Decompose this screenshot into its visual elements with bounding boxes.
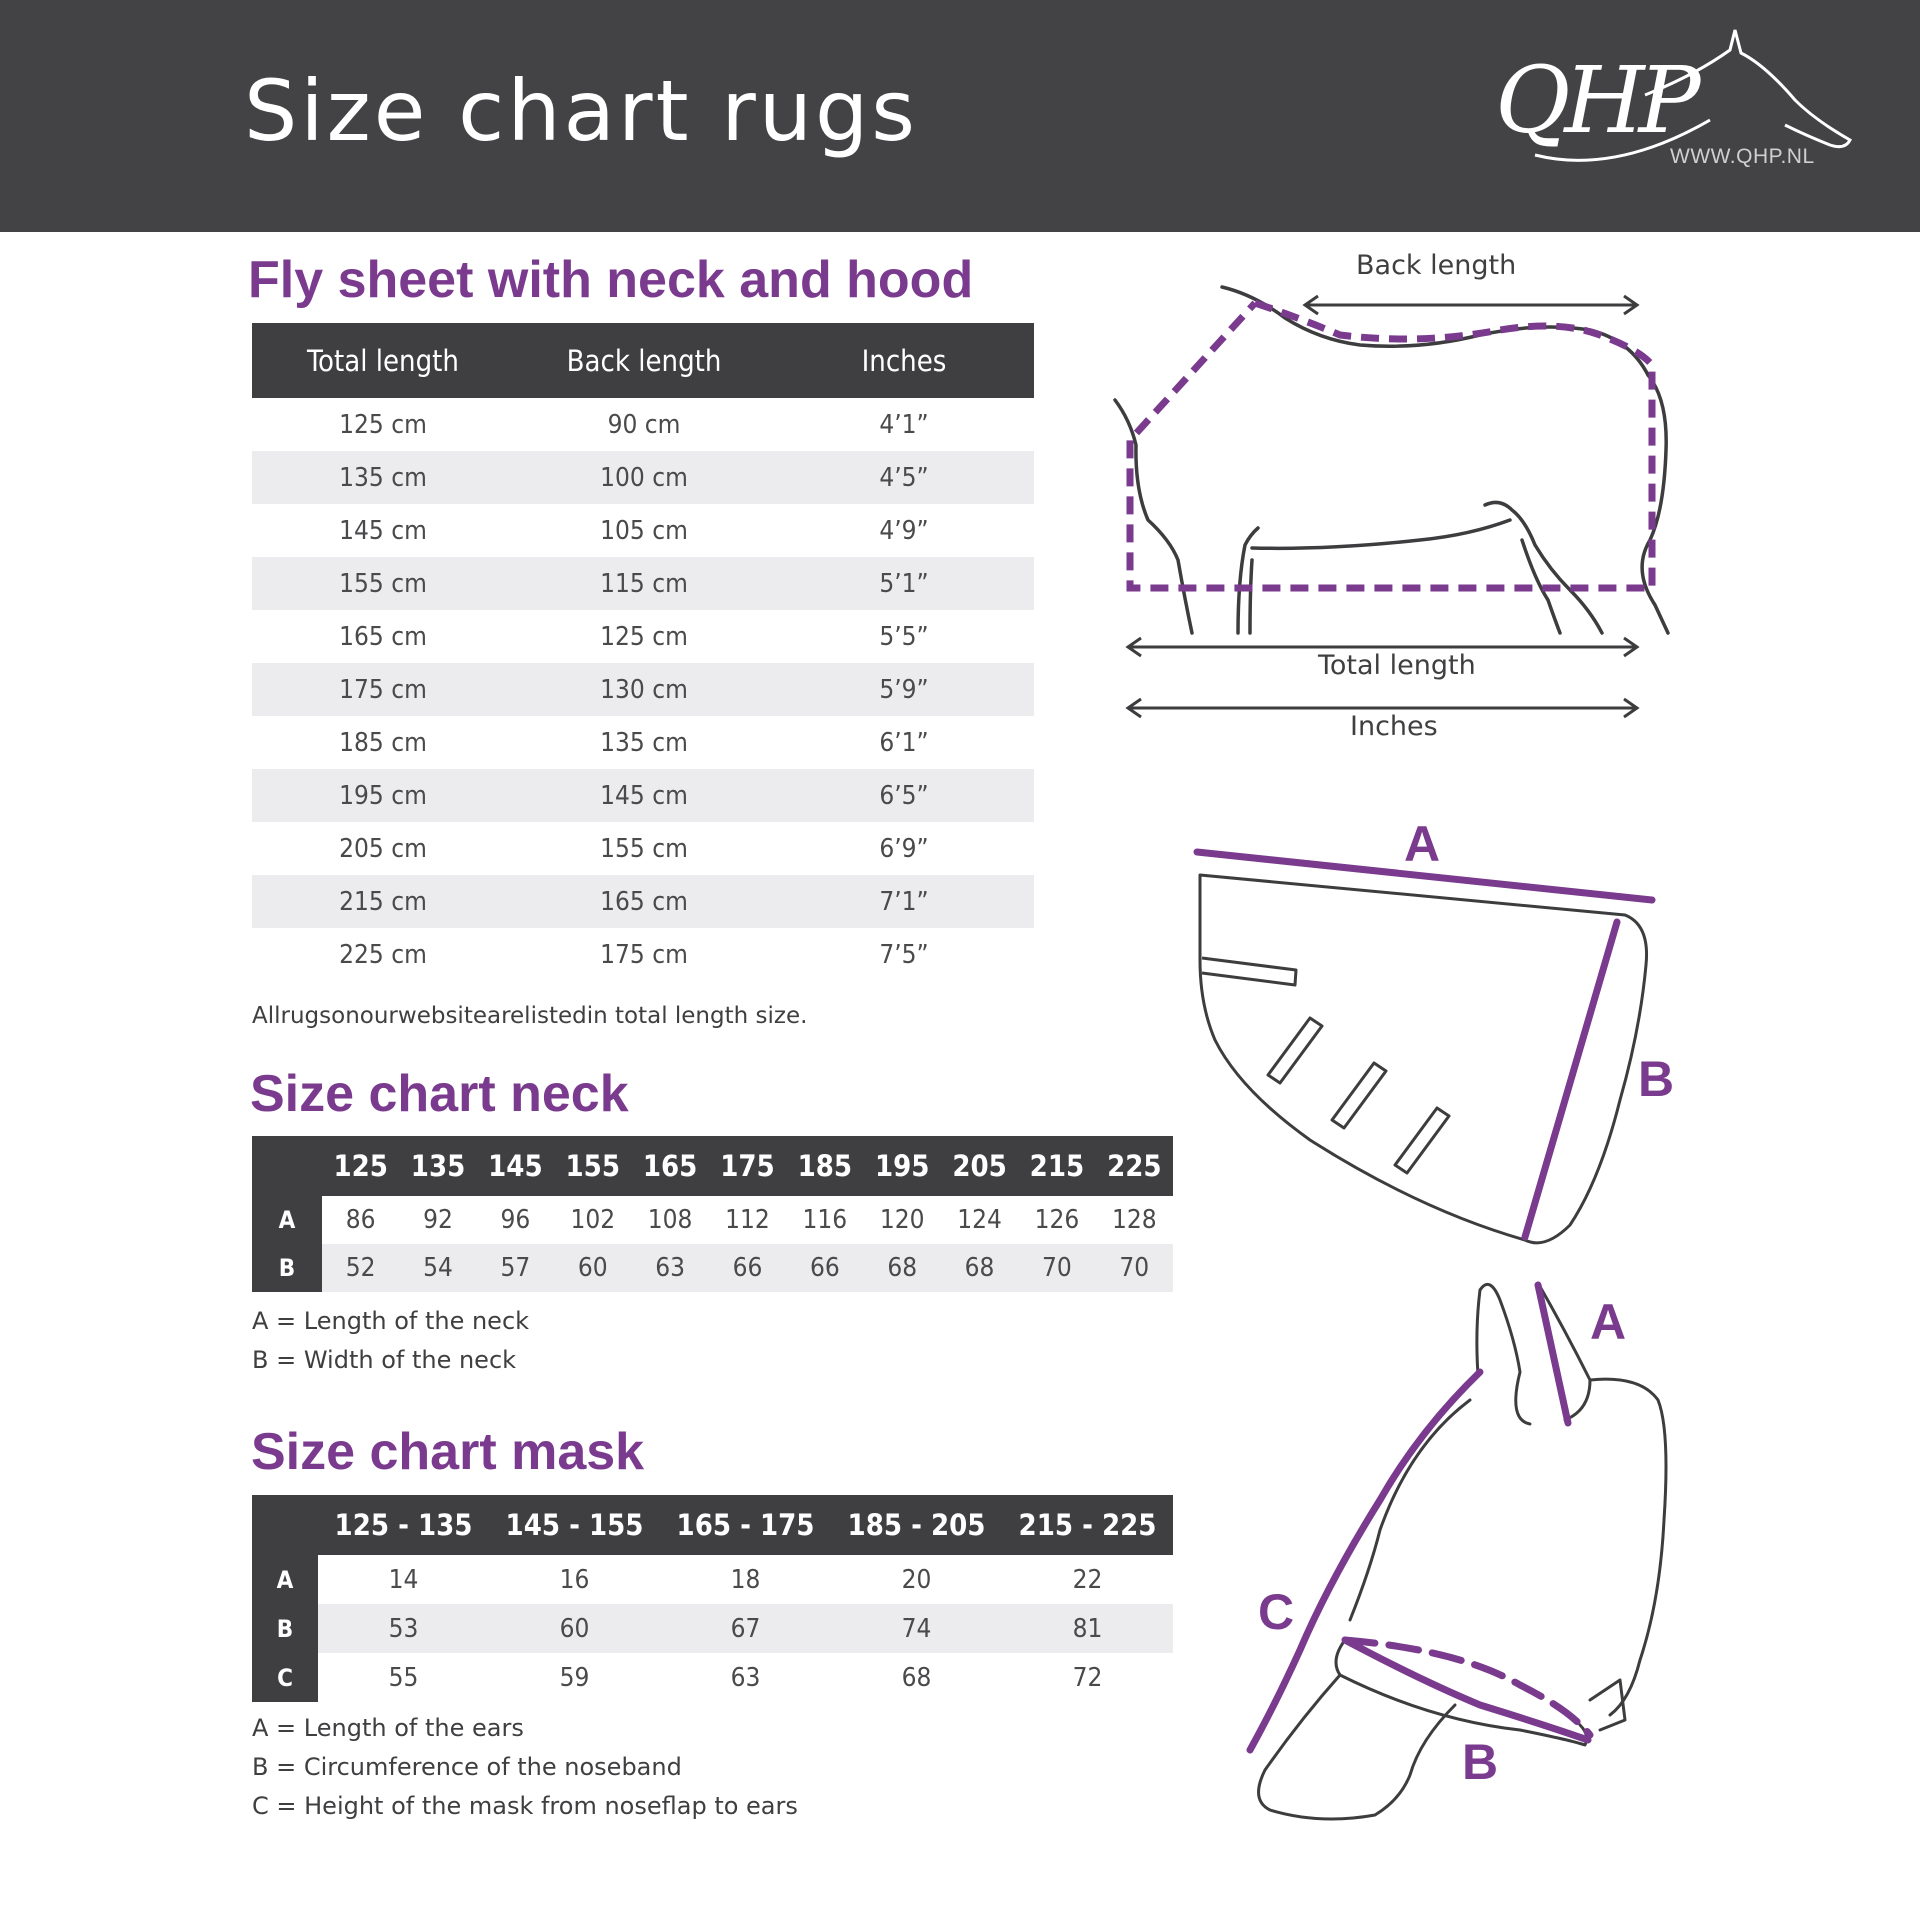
table-cell: 175 cm bbox=[252, 663, 514, 716]
table-cell: 72 bbox=[1072, 1662, 1103, 1693]
table-cell: 4’5” bbox=[774, 451, 1034, 504]
table-cell: 14 bbox=[388, 1564, 419, 1595]
table-cell: 125 cm bbox=[339, 409, 427, 440]
table-cell: 81 bbox=[1002, 1604, 1173, 1653]
mask-chart-title: Size chart mask bbox=[251, 1423, 645, 1481]
table-cell: 20 bbox=[901, 1564, 932, 1595]
table-cell: 5’1” bbox=[774, 557, 1034, 610]
fly-sheet-table bbox=[252, 323, 1034, 981]
header-bar bbox=[0, 0, 1920, 232]
table-cell: 66 bbox=[709, 1244, 786, 1292]
table-header-row bbox=[252, 1136, 1173, 1196]
table-cell: 112 bbox=[725, 1205, 770, 1235]
table-cell: 22 bbox=[1072, 1564, 1103, 1595]
table-cell: 6’5” bbox=[774, 769, 1034, 822]
table-cell: 7’1” bbox=[774, 875, 1034, 928]
neck-cover-outline bbox=[1200, 875, 1647, 1243]
table-row bbox=[252, 504, 1034, 557]
column-header: Inches bbox=[774, 323, 1034, 398]
table-row bbox=[252, 716, 1034, 769]
table-cell: 70 bbox=[1018, 1244, 1095, 1292]
neck-letter-a: A bbox=[1404, 816, 1441, 872]
column-header: 225 bbox=[1096, 1136, 1173, 1196]
table-cell: 102 bbox=[570, 1205, 616, 1235]
neck-size-table bbox=[252, 1136, 1173, 1292]
column-header: 215 - 225 bbox=[1002, 1495, 1173, 1555]
table-cell: 59 bbox=[559, 1662, 590, 1693]
table-row bbox=[252, 769, 1034, 822]
mask-measure-lines bbox=[1250, 1285, 1590, 1750]
table-cell: 215 cm bbox=[252, 875, 514, 928]
measure-arrows bbox=[1128, 296, 1637, 717]
neck-chart-title: Size chart neck bbox=[250, 1065, 629, 1123]
logo-url: WWW.QHP.NL bbox=[1670, 145, 1815, 168]
table-cell: 195 cm bbox=[252, 769, 514, 822]
mask-legend-c: C = Height of the mask from noseflap to ears bbox=[252, 1792, 798, 1820]
mask-outline bbox=[1259, 1283, 1666, 1819]
table-row bbox=[252, 1604, 1173, 1653]
table-cell: 55 bbox=[388, 1662, 419, 1693]
row-label: B bbox=[252, 1244, 322, 1292]
table-cell: 126 bbox=[1034, 1205, 1080, 1235]
row-label: C bbox=[252, 1653, 318, 1702]
table-cell: 70 bbox=[1096, 1244, 1173, 1292]
table-cell: 165 cm bbox=[339, 621, 427, 652]
table-cell: 68 bbox=[864, 1244, 941, 1292]
table-cell: 185 cm bbox=[339, 727, 427, 758]
mask-legend-a: A = Length of the ears bbox=[252, 1714, 524, 1742]
table-cell: 67 bbox=[660, 1604, 831, 1653]
inches-label: Inches bbox=[1350, 711, 1438, 742]
table-cell: 57 bbox=[477, 1244, 554, 1292]
column-header: 175 bbox=[709, 1136, 786, 1196]
mask-size-table bbox=[252, 1495, 1173, 1702]
table-cell: 100 cm bbox=[514, 451, 774, 504]
table-row bbox=[252, 451, 1034, 504]
row-label: A bbox=[252, 1555, 318, 1604]
table-cell: 52 bbox=[322, 1244, 399, 1292]
table-cell: 205 cm bbox=[339, 833, 427, 864]
table-cell: 116 bbox=[802, 1205, 848, 1235]
table-cell: 225 cm bbox=[339, 939, 427, 970]
mask-letter-b: B bbox=[1462, 1734, 1499, 1790]
table-cell: 128 bbox=[1111, 1205, 1157, 1235]
logo-text: QHP bbox=[1495, 47, 1695, 154]
neck-legend-a: A = Length of the neck bbox=[252, 1307, 530, 1335]
table-cell: 60 bbox=[554, 1244, 631, 1292]
table-cell: 4’1” bbox=[879, 409, 929, 440]
table-cell: 175 cm bbox=[600, 939, 688, 970]
back-length-label: Back length bbox=[1356, 250, 1517, 281]
table-row bbox=[252, 928, 1034, 981]
table-cell: 124 bbox=[957, 1205, 1002, 1235]
table-row bbox=[252, 822, 1034, 875]
corner-cell bbox=[252, 1495, 318, 1555]
table-row bbox=[252, 1555, 1173, 1604]
column-header: 155 bbox=[554, 1136, 631, 1196]
table-cell: 6’9” bbox=[879, 833, 929, 864]
table-cell: 4’9” bbox=[879, 515, 929, 546]
table-row bbox=[252, 557, 1034, 610]
table-row bbox=[252, 663, 1034, 716]
table-row bbox=[252, 1196, 1173, 1244]
table-cell: 92 bbox=[423, 1205, 453, 1235]
table-cell: 125 cm bbox=[600, 621, 688, 652]
table-cell: 5’5” bbox=[879, 621, 929, 652]
column-header: 165 bbox=[631, 1136, 708, 1196]
table-cell: 135 cm bbox=[600, 727, 688, 758]
column-header: 145 bbox=[477, 1136, 554, 1196]
column-header: 145 - 155 bbox=[489, 1495, 660, 1555]
table-header-row bbox=[252, 1495, 1173, 1555]
table-cell: 53 bbox=[318, 1604, 489, 1653]
table-cell: 155 cm bbox=[252, 557, 514, 610]
column-header: Back length bbox=[514, 323, 774, 398]
table-cell: 7’5” bbox=[879, 939, 929, 970]
table-cell: 145 cm bbox=[339, 515, 427, 546]
size-note: Allrugsonourwebsitearelistedin total length size. bbox=[252, 1003, 808, 1029]
table-cell: 63 bbox=[631, 1244, 708, 1292]
table-cell: 120 bbox=[879, 1205, 925, 1235]
table-row bbox=[252, 398, 1034, 451]
horse-outline bbox=[1115, 287, 1668, 633]
mask-legend-b: B = Circumference of the noseband bbox=[252, 1753, 682, 1781]
table-cell: 6’1” bbox=[879, 727, 929, 758]
table-row bbox=[252, 1653, 1173, 1702]
corner-cell bbox=[252, 1136, 322, 1196]
total-length-label: Total length bbox=[1318, 650, 1476, 681]
table-header-row bbox=[252, 323, 1034, 398]
table-cell: 145 cm bbox=[514, 769, 774, 822]
row-label: B bbox=[252, 1604, 318, 1653]
table-cell: 86 bbox=[345, 1205, 376, 1235]
column-header: 135 bbox=[399, 1136, 476, 1196]
table-cell: 66 bbox=[786, 1244, 863, 1292]
column-header: 185 bbox=[786, 1136, 863, 1196]
column-header: 125 bbox=[322, 1136, 399, 1196]
column-header: 165 - 175 bbox=[660, 1495, 831, 1555]
table-cell: 90 cm bbox=[607, 409, 681, 440]
qhp-logo bbox=[1495, 25, 1855, 185]
table-cell: 60 bbox=[489, 1604, 660, 1653]
table-cell: 68 bbox=[901, 1662, 932, 1693]
neck-legend-b: B = Width of the neck bbox=[252, 1346, 517, 1374]
column-header: 205 bbox=[941, 1136, 1018, 1196]
table-cell: 130 cm bbox=[514, 663, 774, 716]
column-header: 195 bbox=[864, 1136, 941, 1196]
table-row bbox=[252, 1244, 1173, 1292]
column-header: Total length bbox=[252, 323, 514, 398]
neck-letter-b: B bbox=[1638, 1051, 1675, 1107]
rug-dashed-outline bbox=[1130, 303, 1652, 588]
table-cell: 105 cm bbox=[600, 515, 688, 546]
table-cell: 18 bbox=[730, 1564, 761, 1595]
table-cell: 16 bbox=[559, 1564, 590, 1595]
page-title: Size chart rugs bbox=[244, 62, 919, 160]
table-cell: 155 cm bbox=[600, 833, 688, 864]
row-label: A bbox=[252, 1196, 322, 1244]
table-cell: 165 cm bbox=[514, 875, 774, 928]
column-header: 125 - 135 bbox=[318, 1495, 489, 1555]
table-cell: 115 cm bbox=[514, 557, 774, 610]
column-header: 215 bbox=[1018, 1136, 1095, 1196]
table-row bbox=[252, 610, 1034, 663]
table-cell: 108 bbox=[647, 1205, 693, 1235]
table-cell: 96 bbox=[500, 1205, 531, 1235]
table-cell: 63 bbox=[730, 1662, 761, 1693]
table-cell: 68 bbox=[941, 1244, 1018, 1292]
mask-letter-c: C bbox=[1258, 1584, 1295, 1640]
table-cell: 54 bbox=[399, 1244, 476, 1292]
column-header: 185 - 205 bbox=[831, 1495, 1002, 1555]
mask-letter-a: A bbox=[1590, 1294, 1627, 1350]
table-cell: 5’9” bbox=[774, 663, 1034, 716]
table-row bbox=[252, 875, 1034, 928]
fly-sheet-title: Fly sheet with neck and hood bbox=[248, 251, 974, 309]
neck-measure-lines bbox=[1197, 852, 1652, 1237]
table-cell: 74 bbox=[831, 1604, 1002, 1653]
table-cell: 135 cm bbox=[252, 451, 514, 504]
